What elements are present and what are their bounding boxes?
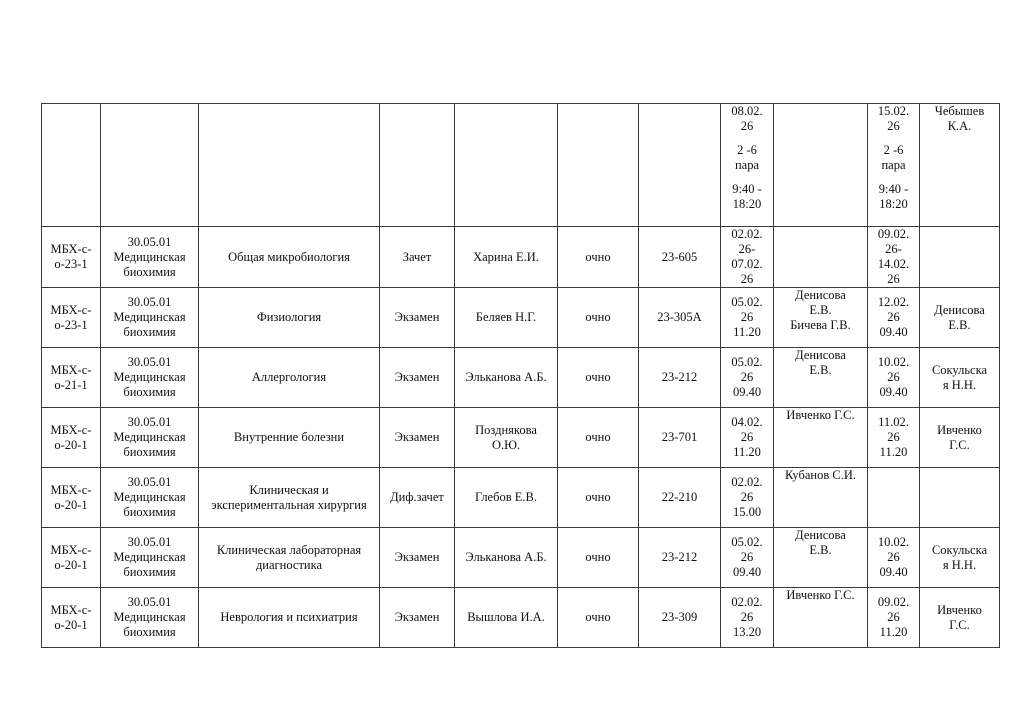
teacher-cell: Позднякова О.Ю.	[455, 408, 558, 468]
form-cell: очно	[558, 227, 639, 288]
control-cell	[380, 104, 455, 227]
exam-date-cell	[721, 104, 774, 227]
retake-date-cell	[868, 104, 920, 227]
group-cell: МБХ-с- о-23-1	[42, 227, 101, 288]
teacher-cell: Эльканова А.Б.	[455, 528, 558, 588]
room-cell: 23-309	[639, 588, 721, 648]
teacher-cell: Беляев Н.Г.	[455, 288, 558, 348]
retake-date-cell: 09.02. 26- 14.02. 26	[868, 227, 920, 288]
form-cell: очно	[558, 348, 639, 408]
exam-date-cell: 02.02. 26 13.20	[721, 588, 774, 648]
exam-date-cell: 05.02. 26 09.40	[721, 348, 774, 408]
form-cell: очно	[558, 468, 639, 528]
teacher-cell: Глебов Е.В.	[455, 468, 558, 528]
control-cell: Экзамен	[380, 348, 455, 408]
retake-date-cell: 10.02. 26 09.40	[868, 348, 920, 408]
room-cell: 23-701	[639, 408, 721, 468]
commission-cell: Ивченко Г.С.	[774, 408, 868, 468]
commission-cell: Денисова Е.В. Бичева Г.В.	[774, 288, 868, 348]
room-cell: 23-305А	[639, 288, 721, 348]
discipline-cell: Клиническая и экспериментальная хирургия	[199, 468, 380, 528]
room-cell: 23-605	[639, 227, 721, 288]
retake-time-text: 9:40 - 18:20	[878, 182, 909, 211]
exam-pair-text: 2 -6 пара	[734, 143, 760, 172]
exam-date-cell: 04.02. 26 11.20	[721, 408, 774, 468]
specialty-cell	[101, 104, 199, 227]
table-row	[42, 468, 1000, 528]
control-cell: Диф.зачет	[380, 468, 455, 528]
room-cell	[639, 104, 721, 227]
schedule-table	[41, 103, 1000, 648]
retake-commission-cell: Денисова Е.В.	[920, 288, 1000, 348]
teacher-cell: Харина Е.И.	[455, 227, 558, 288]
commission-cell: Денисова Е.В.	[774, 348, 868, 408]
exam-date-text: 08.02. 26	[731, 104, 763, 133]
specialty-cell: 30.05.01 Медицинская биохимия	[101, 408, 199, 468]
discipline-cell: Аллергология	[199, 348, 380, 408]
retake-commission-cell: Сокульска я Н.Н.	[920, 348, 1000, 408]
group-cell: МБХ-с- о-23-1	[42, 288, 101, 348]
retake-commission-cell	[920, 227, 1000, 288]
room-cell: 23-212	[639, 528, 721, 588]
specialty-cell: 30.05.01 Медицинская биохимия	[101, 288, 199, 348]
discipline-cell: Клиническая лабораторная диагностика	[199, 528, 380, 588]
discipline-cell: Общая микробиология	[199, 227, 380, 288]
form-cell: очно	[558, 408, 639, 468]
retake-commission-cell: Ивченко Г.С.	[920, 408, 1000, 468]
group-cell: МБХ-с- о-21-1	[42, 348, 101, 408]
retake-commission-cell: Ивченко Г.С.	[920, 588, 1000, 648]
specialty-cell: 30.05.01 Медицинская биохимия	[101, 528, 199, 588]
discipline-cell: Неврология и психиатрия	[199, 588, 380, 648]
discipline-cell	[199, 104, 380, 227]
form-cell: очно	[558, 528, 639, 588]
retake-commission-cell	[920, 468, 1000, 528]
teacher-cell: Вышлова И.А.	[455, 588, 558, 648]
specialty-cell: 30.05.01 Медицинская биохимия	[101, 588, 199, 648]
retake-commission-cell: Сокульска я Н.Н.	[920, 528, 1000, 588]
commission-cell: Кубанов С.И.	[774, 468, 868, 528]
retake-date-text: 15.02. 26	[877, 104, 910, 133]
table-row	[42, 588, 1000, 648]
form-cell: очно	[558, 288, 639, 348]
control-cell: Экзамен	[380, 288, 455, 348]
exam-date-cell: 05.02. 26 09.40	[721, 528, 774, 588]
room-cell: 22-210	[639, 468, 721, 528]
teacher-cell: Эльканова А.Б.	[455, 348, 558, 408]
group-cell	[42, 104, 101, 227]
group-cell: МБХ-с- о-20-1	[42, 588, 101, 648]
room-cell: 23-212	[639, 348, 721, 408]
group-cell: МБХ-с- о-20-1	[42, 408, 101, 468]
table-row	[42, 227, 1000, 288]
teacher-cell	[455, 104, 558, 227]
table-row	[42, 104, 1000, 227]
table-row	[42, 348, 1000, 408]
exam-time-text: 9:40 - 18:20	[732, 182, 762, 211]
discipline-cell: Физиология	[199, 288, 380, 348]
exam-date-cell: 02.02. 26 15.00	[721, 468, 774, 528]
retake-date-cell: 09.02. 26 11.20	[868, 588, 920, 648]
retake-date-cell	[868, 468, 920, 528]
retake-pair-text: 2 -6 пара	[881, 143, 906, 172]
commission-cell	[774, 227, 868, 288]
commission-cell: Денисова Е.В.	[774, 528, 868, 588]
table-row	[42, 288, 1000, 348]
control-cell: Экзамен	[380, 408, 455, 468]
retake-date-cell: 10.02. 26 09.40	[868, 528, 920, 588]
exam-date-cell: 02.02. 26- 07.02. 26	[721, 227, 774, 288]
specialty-cell: 30.05.01 Медицинская биохимия	[101, 468, 199, 528]
retake-date-cell: 12.02. 26 09.40	[868, 288, 920, 348]
group-cell: МБХ-с- о-20-1	[42, 468, 101, 528]
exam-date-cell: 05.02. 26 11.20	[721, 288, 774, 348]
commission-cell	[774, 104, 868, 227]
retake-date-cell: 11.02. 26 11.20	[868, 408, 920, 468]
table-row	[42, 528, 1000, 588]
retake-commission-cell: Чебышев К.А.	[920, 104, 1000, 227]
group-cell: МБХ-с- о-20-1	[42, 528, 101, 588]
commission-cell: Ивченко Г.С.	[774, 588, 868, 648]
form-cell	[558, 104, 639, 227]
specialty-cell: 30.05.01 Медицинская биохимия	[101, 348, 199, 408]
control-cell: Экзамен	[380, 588, 455, 648]
form-cell: очно	[558, 588, 639, 648]
specialty-cell: 30.05.01 Медицинская биохимия	[101, 227, 199, 288]
control-cell: Зачет	[380, 227, 455, 288]
discipline-cell: Внутренние болезни	[199, 408, 380, 468]
control-cell: Экзамен	[380, 528, 455, 588]
table-row	[42, 408, 1000, 468]
